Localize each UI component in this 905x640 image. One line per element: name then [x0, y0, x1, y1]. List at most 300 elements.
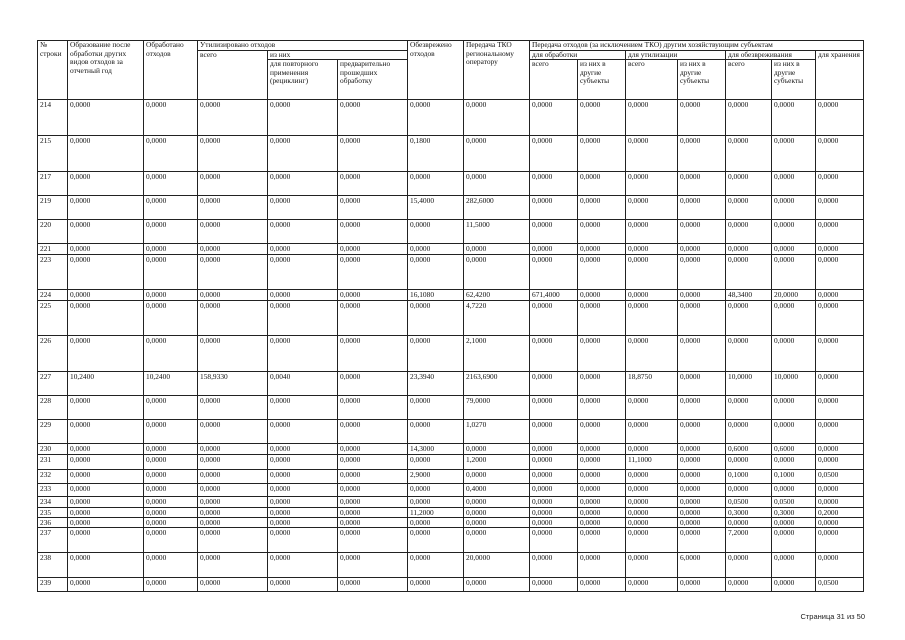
value-cell: 0,0000: [772, 396, 816, 420]
value-cell: 0,0000: [198, 196, 268, 220]
value-cell: 0,0000: [578, 497, 626, 508]
value-cell: 0,0000: [198, 172, 268, 196]
value-cell: 0,0000: [338, 396, 408, 420]
value-cell: 0,0000: [408, 255, 464, 290]
value-cell: 0,0000: [530, 508, 578, 518]
value-cell: 0,0000: [268, 553, 338, 578]
value-cell: 0,0000: [144, 336, 198, 372]
value-cell: 62,4200: [464, 290, 530, 301]
table-row: [38, 497, 864, 508]
value-cell: 0,0000: [578, 220, 626, 244]
value-cell: 0,0000: [338, 220, 408, 244]
value-cell: 0,0000: [144, 172, 198, 196]
row-number-cell: 224: [38, 290, 68, 301]
value-cell: 0,0000: [338, 484, 408, 497]
value-cell: 0,0040: [268, 372, 338, 396]
value-cell: 0,0000: [530, 484, 578, 497]
value-cell: 0,0000: [772, 301, 816, 336]
value-cell: 0,0000: [726, 255, 772, 290]
value-cell: 0,0000: [816, 136, 864, 172]
value-cell: 0,0000: [144, 396, 198, 420]
value-cell: 0,0000: [198, 455, 268, 470]
value-cell: 0,0000: [268, 484, 338, 497]
value-cell: 0,0000: [268, 100, 338, 136]
value-cell: 0,0000: [68, 484, 144, 497]
value-cell: 0,4000: [464, 484, 530, 497]
value-cell: 0,0000: [268, 255, 338, 290]
value-cell: 0,0000: [816, 255, 864, 290]
value-cell: 0,0000: [816, 444, 864, 455]
value-cell: 0,0000: [578, 336, 626, 372]
value-cell: 0,3000: [772, 508, 816, 518]
value-cell: 0,0000: [338, 518, 408, 528]
value-cell: 0,3000: [726, 508, 772, 518]
value-cell: 0,0000: [816, 484, 864, 497]
value-cell: 0,0000: [530, 455, 578, 470]
group-neutralization: для обезвреживания: [726, 50, 816, 60]
value-cell: 48,3400: [726, 290, 772, 301]
value-cell: 0,0000: [268, 301, 338, 336]
value-cell: 0,0000: [816, 220, 864, 244]
value-cell: 0,0000: [144, 244, 198, 255]
value-cell: 158,9330: [198, 372, 268, 396]
value-cell: 0,6000: [726, 444, 772, 455]
value-cell: 0,0000: [144, 508, 198, 518]
col-processed: Обработано отходов: [144, 41, 198, 100]
value-cell: 16,1080: [408, 290, 464, 301]
value-cell: 0,0000: [464, 518, 530, 528]
value-cell: 0,0000: [578, 518, 626, 528]
value-cell: 0,0000: [678, 172, 726, 196]
value-cell: 0,0000: [678, 497, 726, 508]
col-neutralization-all: всего: [726, 60, 772, 100]
value-cell: 0,0000: [144, 484, 198, 497]
value-cell: 10,2400: [144, 372, 198, 396]
value-cell: 11,5000: [464, 220, 530, 244]
table-row: [38, 220, 864, 244]
value-cell: 0,0000: [408, 455, 464, 470]
table-row: [38, 508, 864, 518]
value-cell: 0,0000: [464, 528, 530, 553]
value-cell: 0,0000: [678, 420, 726, 444]
value-cell: 0,0000: [772, 100, 816, 136]
value-cell: 0,0000: [198, 470, 268, 484]
value-cell: 0,0000: [408, 497, 464, 508]
value-cell: 0,0000: [338, 244, 408, 255]
value-cell: 0,0000: [144, 220, 198, 244]
value-cell: 0,0000: [144, 528, 198, 553]
group-storage: для хранения: [816, 50, 864, 100]
value-cell: 0,0000: [338, 100, 408, 136]
value-cell: 0,0000: [578, 455, 626, 470]
value-cell: 0,0000: [68, 336, 144, 372]
value-cell: 20,0000: [772, 290, 816, 301]
table-row: [38, 244, 864, 255]
value-cell: 0,0000: [408, 518, 464, 528]
table-row: [38, 518, 864, 528]
value-cell: 0,0000: [530, 172, 578, 196]
value-cell: 0,0500: [816, 578, 864, 592]
value-cell: 0,0000: [68, 255, 144, 290]
value-cell: 0,0000: [198, 301, 268, 336]
table-row: [38, 290, 864, 301]
value-cell: 0,0000: [530, 528, 578, 553]
value-cell: 0,0000: [678, 196, 726, 220]
value-cell: 0,0000: [198, 518, 268, 528]
value-cell: 0,0000: [338, 553, 408, 578]
value-cell: 0,2000: [816, 508, 864, 518]
value-cell: 0,0000: [678, 508, 726, 518]
value-cell: 0,0000: [408, 420, 464, 444]
value-cell: 0,0000: [144, 255, 198, 290]
value-cell: 0,0000: [578, 290, 626, 301]
value-cell: 0,0000: [268, 444, 338, 455]
value-cell: 0,0000: [198, 255, 268, 290]
row-number-cell: 236: [38, 518, 68, 528]
table-row: [38, 301, 864, 336]
value-cell: 0,0000: [338, 578, 408, 592]
value-cell: 0,0000: [772, 336, 816, 372]
value-cell: 0,0000: [338, 336, 408, 372]
value-cell: 0,0000: [678, 136, 726, 172]
value-cell: 0,0000: [268, 455, 338, 470]
group-utilization: для утилизации: [626, 50, 726, 60]
value-cell: 0,0000: [408, 244, 464, 255]
value-cell: 11,1000: [626, 455, 678, 470]
value-cell: 0,0000: [726, 301, 772, 336]
value-cell: 0,0000: [68, 444, 144, 455]
value-cell: 0,0000: [68, 497, 144, 508]
value-cell: 282,6000: [464, 196, 530, 220]
table-row: [38, 420, 864, 444]
value-cell: 0,0000: [198, 528, 268, 553]
value-cell: 0,0000: [268, 220, 338, 244]
value-cell: 0,0000: [578, 100, 626, 136]
value-cell: 0,0000: [464, 136, 530, 172]
value-cell: 0,0000: [678, 372, 726, 396]
value-cell: 0,0000: [268, 196, 338, 220]
value-cell: 79,0000: [464, 396, 530, 420]
value-cell: 4,7220: [464, 301, 530, 336]
value-cell: 0,0000: [530, 553, 578, 578]
value-cell: 0,0000: [530, 220, 578, 244]
value-cell: 0,0000: [772, 136, 816, 172]
value-cell: 0,0000: [530, 255, 578, 290]
value-cell: 0,0000: [68, 470, 144, 484]
value-cell: 0,0000: [464, 244, 530, 255]
value-cell: 0,0000: [464, 578, 530, 592]
row-number-cell: 232: [38, 470, 68, 484]
value-cell: 0,0000: [530, 420, 578, 444]
value-cell: 0,0000: [408, 578, 464, 592]
value-cell: 0,0000: [68, 172, 144, 196]
value-cell: 0,0000: [144, 444, 198, 455]
value-cell: 0,0000: [578, 508, 626, 518]
value-cell: 0,0000: [68, 100, 144, 136]
value-cell: 0,0000: [464, 444, 530, 455]
value-cell: 0,0000: [268, 497, 338, 508]
value-cell: 0,0000: [408, 396, 464, 420]
value-cell: 0,0000: [68, 528, 144, 553]
value-cell: 0,0000: [816, 396, 864, 420]
value-cell: 0,0000: [578, 244, 626, 255]
value-cell: 0,0000: [68, 136, 144, 172]
value-cell: 0,0000: [816, 290, 864, 301]
value-cell: 0,0000: [678, 470, 726, 484]
value-cell: 0,6000: [772, 444, 816, 455]
row-number-cell: 239: [38, 578, 68, 592]
value-cell: 0,0000: [144, 136, 198, 172]
value-cell: 0,0000: [726, 100, 772, 136]
col-row-number: № строки: [38, 41, 68, 100]
value-cell: 0,0000: [144, 518, 198, 528]
value-cell: 0,0000: [464, 497, 530, 508]
value-cell: 0,0000: [578, 444, 626, 455]
value-cell: 0,0000: [338, 470, 408, 484]
value-cell: 0,0000: [198, 336, 268, 372]
value-cell: 0,0000: [144, 196, 198, 220]
row-number-cell: 223: [38, 255, 68, 290]
value-cell: 0,0000: [626, 508, 678, 518]
value-cell: 0,0000: [530, 372, 578, 396]
value-cell: 0,0000: [68, 220, 144, 244]
value-cell: 0,0000: [268, 518, 338, 528]
table-row: [38, 196, 864, 220]
row-number-cell: 227: [38, 372, 68, 396]
table-header: [38, 41, 864, 100]
value-cell: 0,0000: [626, 444, 678, 455]
table-body: [38, 100, 864, 592]
value-cell: 0,0000: [772, 528, 816, 553]
value-cell: 0,0000: [578, 553, 626, 578]
col-transfer-other: Передача отходов (за исключением ТКО) другим хозяйствующим субъектам: [530, 41, 864, 51]
value-cell: 0,0000: [626, 220, 678, 244]
col-preprocessed: предварительно прошедших обработку: [338, 60, 408, 100]
col-utilized-all: всего: [198, 50, 268, 100]
table-row: [38, 172, 864, 196]
row-number-cell: 221: [38, 244, 68, 255]
value-cell: 0,0000: [578, 396, 626, 420]
value-cell: 2,9000: [408, 470, 464, 484]
value-cell: 0,0000: [464, 470, 530, 484]
value-cell: 0,0000: [626, 420, 678, 444]
table-row: [38, 100, 864, 136]
value-cell: 0,0000: [198, 553, 268, 578]
value-cell: 0,0000: [678, 518, 726, 528]
value-cell: 0,0000: [578, 528, 626, 553]
row-number-cell: 228: [38, 396, 68, 420]
value-cell: 0,0000: [144, 420, 198, 444]
value-cell: 0,0000: [726, 196, 772, 220]
value-cell: 7,2000: [726, 528, 772, 553]
value-cell: 0,0000: [268, 244, 338, 255]
row-number-cell: 226: [38, 336, 68, 372]
value-cell: 0,0000: [816, 372, 864, 396]
value-cell: 0,0000: [68, 455, 144, 470]
col-utilized-of-which: из них: [268, 50, 408, 60]
value-cell: 0,0000: [198, 136, 268, 172]
value-cell: 11,2000: [408, 508, 464, 518]
value-cell: 0,0000: [726, 455, 772, 470]
table-row: [38, 470, 864, 484]
value-cell: 0,0000: [144, 455, 198, 470]
value-cell: 0,0000: [338, 255, 408, 290]
value-cell: 0,0000: [626, 553, 678, 578]
row-number-cell: 235: [38, 508, 68, 518]
table-row: [38, 136, 864, 172]
value-cell: 0,0000: [726, 136, 772, 172]
value-cell: 0,0000: [268, 508, 338, 518]
value-cell: 0,0000: [678, 578, 726, 592]
value-cell: 0,0000: [626, 497, 678, 508]
value-cell: 0,0000: [408, 220, 464, 244]
value-cell: 0,0000: [678, 336, 726, 372]
value-cell: 2,1000: [464, 336, 530, 372]
value-cell: 20,0000: [464, 553, 530, 578]
table-row: [38, 484, 864, 497]
col-processing-all: всего: [530, 60, 578, 100]
value-cell: 0,0000: [530, 136, 578, 172]
value-cell: 0,0000: [530, 100, 578, 136]
value-cell: 0,0000: [268, 470, 338, 484]
value-cell: 0,0000: [68, 396, 144, 420]
value-cell: 0,0000: [338, 301, 408, 336]
value-cell: 0,0000: [726, 396, 772, 420]
value-cell: 0,0000: [726, 518, 772, 528]
value-cell: 10,0000: [772, 372, 816, 396]
value-cell: 0,0000: [268, 290, 338, 301]
table-row: [38, 553, 864, 578]
value-cell: 0,0000: [578, 255, 626, 290]
value-cell: 0,0000: [816, 172, 864, 196]
value-cell: 0,0000: [530, 244, 578, 255]
value-cell: 18,8750: [626, 372, 678, 396]
value-cell: 0,1000: [726, 470, 772, 484]
table-row: [38, 372, 864, 396]
value-cell: 0,0000: [68, 420, 144, 444]
value-cell: 0,0000: [626, 470, 678, 484]
value-cell: 0,0000: [144, 553, 198, 578]
value-cell: 0,0000: [626, 172, 678, 196]
value-cell: 0,0000: [772, 455, 816, 470]
row-number-cell: 229: [38, 420, 68, 444]
value-cell: 0,0000: [530, 518, 578, 528]
value-cell: 0,0000: [338, 172, 408, 196]
value-cell: 0,0000: [726, 336, 772, 372]
value-cell: 15,4000: [408, 196, 464, 220]
table-row: [38, 255, 864, 290]
value-cell: 0,0000: [144, 497, 198, 508]
value-cell: 0,0000: [816, 336, 864, 372]
value-cell: 23,3940: [408, 372, 464, 396]
value-cell: 0,0000: [198, 578, 268, 592]
value-cell: 0,1000: [772, 470, 816, 484]
value-cell: 0,1800: [408, 136, 464, 172]
value-cell: 0,0000: [578, 136, 626, 172]
value-cell: 0,0000: [144, 301, 198, 336]
value-cell: 0,0000: [678, 396, 726, 420]
value-cell: 0,0000: [464, 100, 530, 136]
value-cell: 10,0000: [726, 372, 772, 396]
value-cell: 0,0000: [816, 497, 864, 508]
table-row: [38, 444, 864, 455]
value-cell: 0,0000: [268, 136, 338, 172]
value-cell: 0,0000: [268, 578, 338, 592]
value-cell: 0,0000: [726, 172, 772, 196]
col-processing-other: из них в другие субъекты: [578, 60, 626, 100]
value-cell: 0,0500: [816, 470, 864, 484]
row-number-cell: 215: [38, 136, 68, 172]
value-cell: 0,0000: [772, 553, 816, 578]
value-cell: 0,0000: [578, 301, 626, 336]
value-cell: 0,0000: [408, 172, 464, 196]
table-row: [38, 455, 864, 470]
value-cell: 0,0000: [816, 100, 864, 136]
value-cell: 0,0000: [530, 301, 578, 336]
value-cell: 0,0000: [268, 396, 338, 420]
value-cell: 0,0000: [338, 372, 408, 396]
value-cell: 0,0000: [578, 196, 626, 220]
value-cell: 0,0000: [626, 301, 678, 336]
value-cell: 14,3000: [408, 444, 464, 455]
value-cell: 0,0000: [68, 553, 144, 578]
value-cell: 0,0000: [198, 100, 268, 136]
value-cell: 0,0000: [816, 420, 864, 444]
row-number-cell: 233: [38, 484, 68, 497]
value-cell: 0,0000: [198, 244, 268, 255]
value-cell: 0,0000: [338, 136, 408, 172]
value-cell: 0,0000: [578, 484, 626, 497]
value-cell: 0,0000: [464, 255, 530, 290]
value-cell: 0,0000: [338, 508, 408, 518]
value-cell: 0,0000: [198, 484, 268, 497]
value-cell: 0,0000: [678, 455, 726, 470]
value-cell: 671,4000: [530, 290, 578, 301]
value-cell: 0,0000: [816, 301, 864, 336]
value-cell: 0,0000: [198, 444, 268, 455]
value-cell: 0,0000: [678, 255, 726, 290]
value-cell: 0,0500: [772, 497, 816, 508]
col-neutralized: Обезврежено отходов: [408, 41, 464, 100]
col-utilization-all: всего: [626, 60, 678, 100]
value-cell: 0,0000: [530, 470, 578, 484]
table-row: [38, 528, 864, 553]
value-cell: 0,0000: [578, 372, 626, 396]
value-cell: 0,0000: [68, 518, 144, 528]
row-number-cell: 230: [38, 444, 68, 455]
value-cell: 0,0000: [772, 220, 816, 244]
value-cell: 0,0000: [816, 528, 864, 553]
value-cell: 0,0000: [68, 508, 144, 518]
value-cell: 0,0000: [338, 528, 408, 553]
value-cell: 0,0000: [408, 484, 464, 497]
value-cell: 0,0000: [626, 136, 678, 172]
value-cell: 0,0000: [772, 484, 816, 497]
value-cell: 0,0000: [816, 196, 864, 220]
value-cell: 0,0000: [816, 518, 864, 528]
value-cell: 0,0000: [530, 497, 578, 508]
row-number-cell: 214: [38, 100, 68, 136]
value-cell: 0,0000: [268, 528, 338, 553]
value-cell: 0,0000: [144, 290, 198, 301]
value-cell: 0,0000: [578, 470, 626, 484]
value-cell: 0,0000: [198, 396, 268, 420]
group-processing: для обработки: [530, 50, 626, 60]
value-cell: 0,0000: [338, 444, 408, 455]
value-cell: 0,0000: [816, 553, 864, 578]
value-cell: 0,0000: [338, 196, 408, 220]
value-cell: 0,0000: [530, 444, 578, 455]
